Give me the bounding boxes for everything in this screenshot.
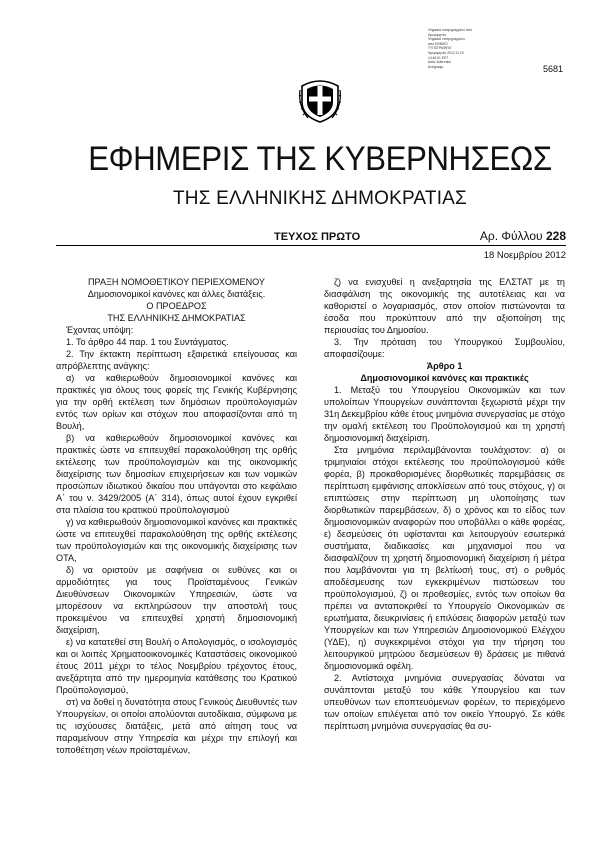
paragraph: 1. Μεταξύ του Υπουργείου Οικονομικών και των υπολοίπων Υπουργείων συνάπτονται ξεχωριστά μέχρι την 31η Δεκεμβρίου κάθε έτους μνημόνια συνεργασίας με στόχο την ομαλή εκτέλεση του Προϋπολογισμού και τη χρηστή δημοσιονομική διαχείριση. <box>324 385 565 443</box>
paragraph: β) να καθιερωθούν δημοσιονομικοί κανόνες και πρακτικές ώστε να επιτευχθεί παρακολούθηση της ορθής εκτέλεσης των προϋπολογισμών και της οικονομικής διαχείρισης των δημοσίων επιχειρήσεων και των νομικών προσώπων ιδιωτικού δικαίου που υπάγονται στο κεφάλαιο Α΄ του ν. 3429/2005 (Α΄ 314), όπως αυτοί έχουν εγκριθεί στα πλαίσια του κρατικού προϋπολογισμού <box>56 433 297 515</box>
right-column <box>324 276 565 732</box>
paragraph: Έχοντας υπόψη: <box>66 325 134 335</box>
paragraph: στ) να δοθεί η δυνατότητα στους Γενικούς Διευθυντές των Υπουργείων, οι οποίοι απολύονται αυτοδίκαια, σύμφωνα με τις ισχύουσες διατάξεις, μετά από αίτηση τους να παραμείνουν στην Υπηρεσία και μέχρι την επιλογή και τοποθέτηση νέων προϊσταμένων, <box>56 697 297 755</box>
act-subject: Δημοσιονομικοί κανόνες και άλλες διατάξεις. <box>87 289 266 299</box>
gazette-subtitle: ΤΗΣ ΕΛΛΗΝΙΚΗΣ ΔΗΜΟΚΡΑΤΙΑΣ <box>172 188 468 209</box>
paragraph: γ) να καθιερωθούν δημοσιονομικοί κανόνες και πρακτικές ώστε να επιτευχθεί παρακολούθηση της ορθής εκτέλεσης των προϋπολογισμών και της οικονομικής διαχείρισης των ΟΤΑ, <box>56 517 297 563</box>
act-heading: ΠΡΑΞΗ ΝΟΜΟΘΕΤΙΚΟΥ ΠΕΡΙΕΧΟΜΕΝΟΥ <box>87 277 265 287</box>
paragraph: 1. Το άρθρο 44 παρ. 1 του Συντάγματος. <box>66 337 229 347</box>
paragraph: ζ) να ενισχυθεί η ανεξαρτησία της ΕΛΣΤΑΤ με τη διασφάλιση της οικονομικής της αυτοτέλειας και να καθοριστεί ο λογαριασμός, στον οποίον πιστώνονται τα έσοδα που προκύπτουν από την αξιοποίηση της περιουσίας του Δημοσίου. <box>324 277 565 335</box>
sheet-value: 228 <box>545 229 566 243</box>
gazette-title: ΕΦΗΜΕΡΙΣ ΤΗΣ ΚΥΒΕΡΝΗΣΕΩΣ <box>88 140 552 178</box>
stamp-line: Αντίγραφο <box>428 64 444 69</box>
greek-coat-of-arms-icon <box>298 72 342 124</box>
stamp-line: 14:40:01 EET <box>428 55 449 60</box>
stamp-line: Ψηφιακά υπογεγραμμένο από <box>428 28 472 32</box>
paragraph: 3. Την πρόταση του Υπουργικού Συμβουλίου, αποφασίζουμε: <box>324 337 565 359</box>
stamp-line: Αιτία: Αυθεντικό <box>428 60 451 65</box>
paragraph: 2. Αντίστοιχα μνημόνια συνεργασίας δύναται να συνάπτονται μεταξύ του κάθε Υπουργείου και των υπευθύνων των εποπτευόμενων φορέων, το περιεχόμενο των οποίων επιλέγεται από τον οικείο Υπουργό. Σε κάθε περίπτωση μνημόνια συνεργασίας θα συ- <box>324 673 565 731</box>
issue-date: 18 Νοεμβρίου 2012 <box>483 250 566 261</box>
page-number: 5681 <box>542 64 563 74</box>
paragraph: ε) να κατατεθεί στη Βουλή ο Απολογισμός, ο ισολογισμός και οι λοιπές Χρηματοοικονομικές Καταστάσεις οικονομικού έτους 2011 μέχρι το τέλος Νοεμβρίου τρέχοντος έτους, ανεξάρτητα από την ημερομηνία κατάθεσης του Κρατικού Προϋπολογισμού, <box>56 637 297 695</box>
digital-signature-stamp <box>428 28 498 69</box>
president-line-2: ΤΗΣ ΕΛΛΗΝΙΚΗΣ ΔΗΜΟΚΡΑΤΙΑΣ <box>107 313 246 323</box>
stamp-line: Ημερομηνία: 2012.11.19 <box>428 50 464 55</box>
paragraph: 2. Την έκτακτη περίπτωση εξαιρετικά επείγουσας και απρόβλεπτης ανάγκης: <box>56 349 297 371</box>
issue-type: ΤΕΥΧΟΣ ΠΡΩΤΟ <box>274 231 361 243</box>
stamp-line: ΤΥΠΟΓΡΑΦΕΙΟ <box>428 46 452 51</box>
left-column <box>56 276 297 756</box>
issue-header <box>56 228 566 244</box>
sheet-number <box>480 229 566 243</box>
president-line-1: Ο ΠΡΟΕΔΡΟΣ <box>146 301 207 311</box>
paragraph: δ) να οριστούν με σαφήνεια οι ευθύνες και οι αρμοδιότητες για τους Προϊσταμένους Γενικών Διευθύνσεων Οικονομικών Υπηρεσιών, ώστε να μπορέσουν να εκπληρώσουν την αποστολή τους προκειμένου να επιτευχθεί χρηστή δημοσιονομική διαχείριση, <box>56 565 297 635</box>
paragraph: α) να καθιερωθούν δημοσιονομικοί κανόνες και πρακτικές για όλους τους φορείς της Γενικής Κυβέρνησης για την ορθή εκτέλεση των δημόσιων προϋπολογισμών εντός των ορίων και στόχων που αποφασίζονται από τη Βουλή, <box>56 373 297 431</box>
header-rule <box>56 245 566 246</box>
sheet-label: Αρ. Φύλλου <box>479 229 543 243</box>
article-title: Δημοσιονομικοί κανόνες και πρακτικές <box>360 373 529 383</box>
stamp-line: από ΕΘΝΙΚΟ <box>428 41 448 46</box>
paragraph: Στα μνημόνια περιλαμβάνονται τουλάχιστον: α) οι τριμηνιαίοι στόχοι εκτέλεσης του προϋπολογισμού κάθε φορέα, β) προκαθορισμένες διορθωτικές παρεμβάσεις σε περίπτωση εμφάνισης αποκλίσεων από τους στόχους, γ) οι επιπτώσεις στην περίπτωση μη υλοποίησης των διορθωτικών παρεμβάσεων, δ) ο χρόνος και το είδος των δημοσιονομικών αναφορών που υποβάλλει ο κάθε φορέας, ε) δεσμεύσεις ότι υφίστανται και λειτουργούν εσωτερικά συστήματα, διαδικασίες και μηχανισμοί που να διασφαλίζουν τη χρηστή δημοσιονομική διαχείριση ή μέτρα που λαμβάνονται για τη βελτίωσή τους, στ) ο ρυθμός αποδέσμευσης των εγκεκριμένων πιστώσεων του προϋπολογισμού, ζ) οι προθεσμίες, εντός των οποίων θα πρέπει να ανταποκριθεί το Υπουργείο Οικονομικών σε ερωτήματα, διευκρινίσεις ή επιλύσεις διαφορών μεταξύ των Υπουργείων και των Υπηρεσιών Δημοσιονομικού Ελέγχου (ΥΔΕ), η) συγκεκριμένοι στόχοι για την τήρηση του λειτουργικού μητρώου δεσμεύσεων θ) δράσεις με πιθανά δημοσιονομικά οφέλη. <box>324 445 565 671</box>
stamp-line: Ημερομηνία: <box>428 32 447 37</box>
stamp-line: Ψηφιακά υπογεγραμμένο <box>428 37 465 42</box>
article-number: Άρθρο 1 <box>426 361 463 371</box>
